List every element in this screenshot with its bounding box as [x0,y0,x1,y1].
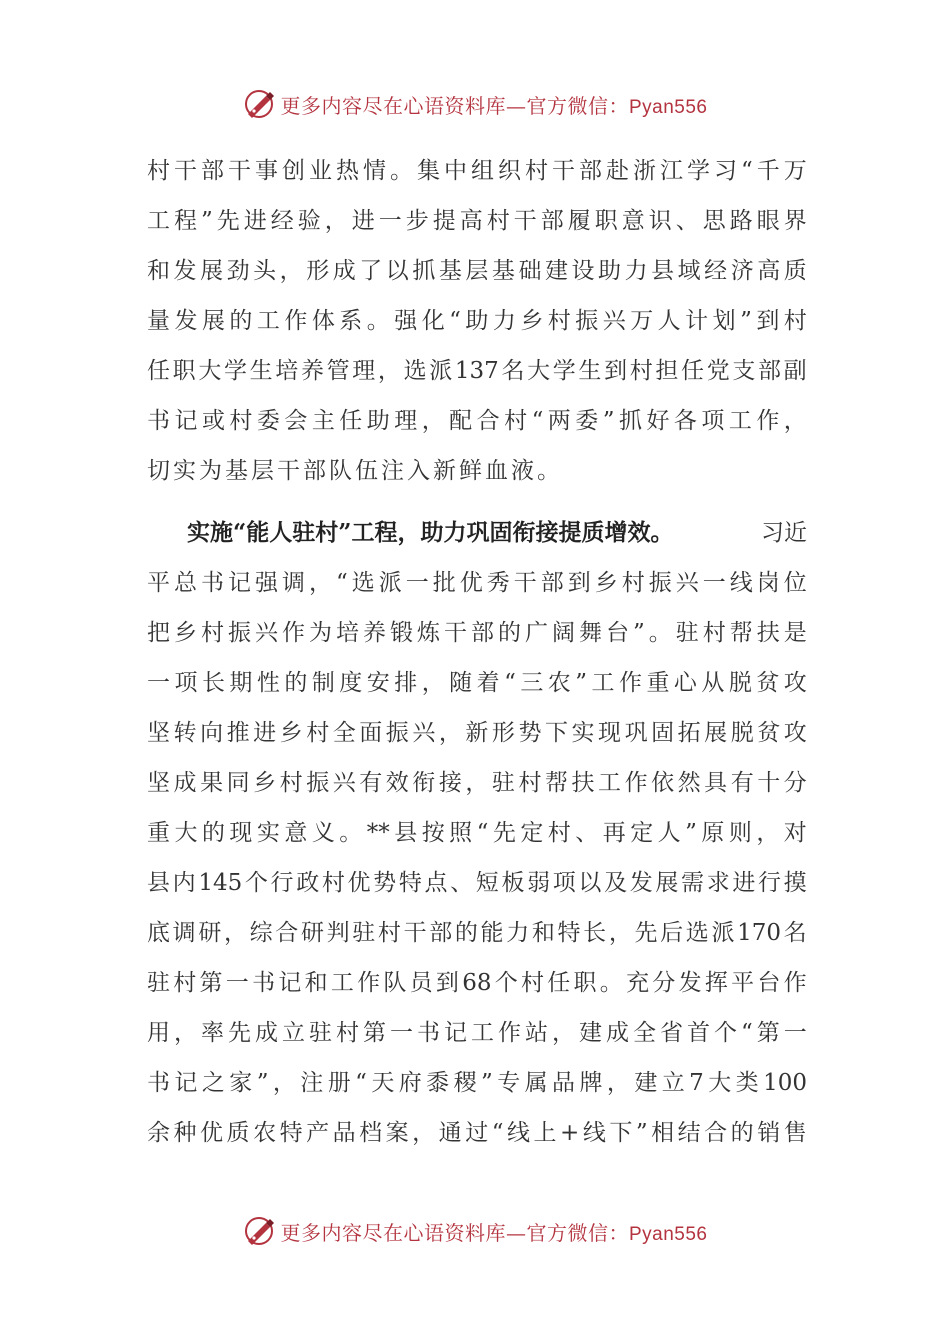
text-line: 余 种 优 质 农 特 产 品 档 案 ， 通 过 “ 线 上 + 线 下 ” 相 结 合 的 销 售 [147,1120,807,1146]
header-banner-text: 更多内容尽在心语资料库—官方微信：Pyan556 [280,93,708,118]
text-line: 一 项 长 期 性 的 制 度 安 排 ， 随 着 “ 三 农 ” 工 作 重 心 从 脱 贫 攻 [147,670,807,696]
text-line: 任 职 大 学 生 培 养 管 理 ， 选 派 137 名 大 学 生 到 村 担 任 党 支 部 副 [147,358,807,384]
text-line: 坚 成 果 同 乡 村 振 兴 有 效 衔 接 ， 驻 村 帮 扶 工 作 依 然 具 有 十 分 [147,770,807,796]
pen-logo-icon [242,1214,276,1248]
text-line: 书 记 之 家 ” ， 注 册 “ 天 府 黍 稷 ” 专 属 品 牌 ， 建 立 7 大 类 100 [147,1070,807,1096]
header-banner [0,84,950,124]
text-line: 村 干 部 干 事 创 业 热 情 。 集 中 组 织 村 干 部 赴 浙 江 学 习 “ 千 万 [147,158,807,184]
text-line: 工 程 ” 先 进 经 验 ， 进 一 步 提 高 村 干 部 履 职 意 识 、 思 路 眼 界 [147,208,807,234]
text-line: 用 ， 率 先 成 立 驻 村 第 一 书 记 工 作 站 ， 建 成 全 省 首 个 “ 第 一 [147,1020,807,1046]
paragraph-1 [147,146,807,496]
text-line: 把 乡 村 振 兴 作 为 培 养 锻 炼 干 部 的 广 阔 舞 台 ” 。 驻 村 帮 扶 是 [147,620,807,646]
footer-banner [0,1211,950,1251]
text-line: 切实为基层干部队伍注入新鲜血液。 [147,458,563,484]
paragraph-heading-line [147,508,807,558]
text-line: 和 发 展 劲 头 ， 形 成 了 以 抓 基 层 基 础 建 设 助 力 县 域 经 济 高 质 [147,258,807,284]
document-body [147,146,807,1158]
text-line: 平 总 书 记 强 调 ， “ 选 派 一 批 优 秀 干 部 到 乡 村 振 兴 一 线 岗 位 [147,570,807,596]
footer-banner-text: 更多内容尽在心语资料库—官方微信：Pyan556 [280,1220,708,1245]
paragraph-heading: 实施“能人驻村”工程，助力巩固衔接提质增效。 [187,519,674,546]
pen-logo-icon [242,87,276,121]
text-line: 底 调 研 ， 综 合 研 判 驻 村 干 部 的 能 力 和 特 长 ， 先 后 选 派 170 名 [147,920,807,946]
text-line: 县 内 145 个 行 政 村 优 势 特 点 、 短 板 弱 项 以 及 发 展 需 求 进 行 摸 [147,870,807,896]
header-banner-handle: Pyan556 [628,96,708,118]
text-line: 量 发 展 的 工 作 体 系 。 强 化 “ 助 力 乡 村 振 兴 万 人 计 划 ” 到 村 [147,308,807,334]
text-line: 书 记 或 村 委 会 主 任 助 理 ， 配 合 村 “ 两 委 ” 抓 好 各 项 工 作 ， [147,408,807,434]
text-line: 坚 转 向 推 进 乡 村 全 面 振 兴 ， 新 形 势 下 实 现 巩 固 拓 展 脱 贫 攻 [147,720,807,746]
footer-banner-handle: Pyan556 [628,1223,708,1245]
text-line: 驻 村 第 一 书 记 和 工 作 队 员 到 68 个 村 任 职 。 充 分 发 挥 平 台 作 [147,970,807,996]
paragraph-2 [147,508,807,1158]
text-line: 重 大 的 现 实 意 义 。 ** 县 按 照 “ 先 定 村 、 再 定 人 ” 原 则 ， 对 [147,820,807,846]
heading-tail: 习近 [761,520,807,546]
